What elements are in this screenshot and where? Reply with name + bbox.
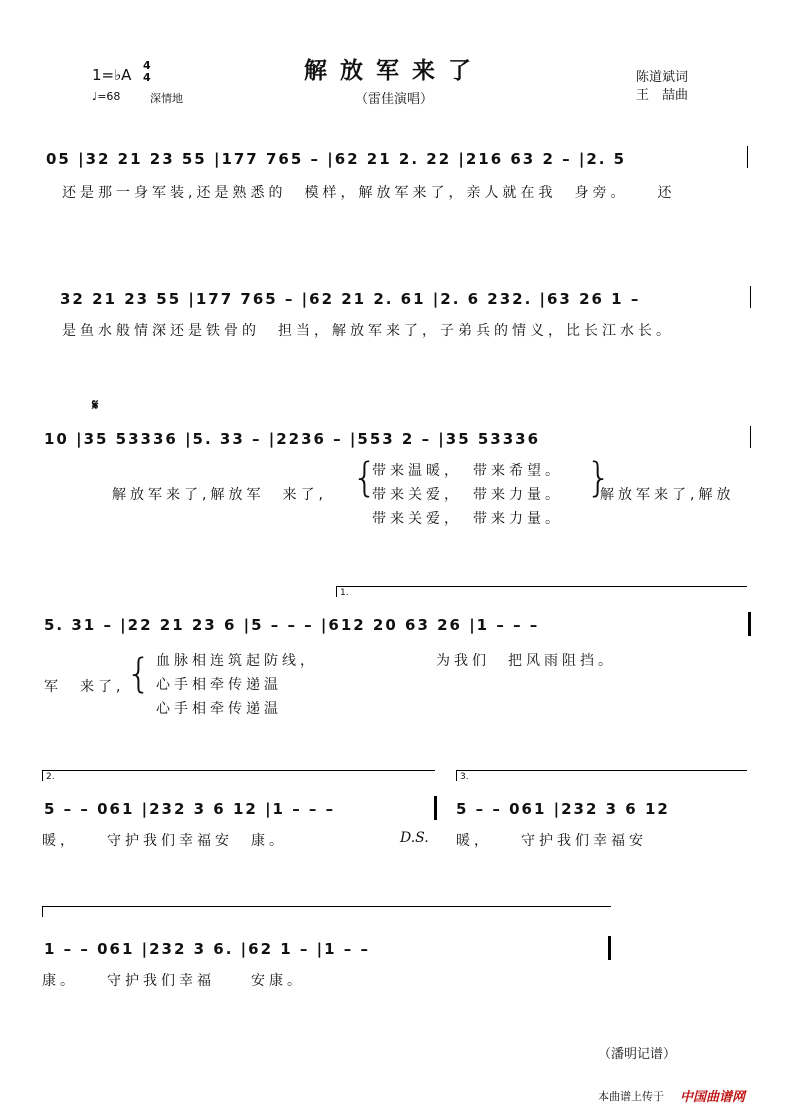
system-1-lyrics: 还是那一身军装,还是熟悉的 模样，解放军来了，亲人就在我 身旁。 还: [62, 185, 676, 201]
verse-1-line: 带来温暖， 带来希望。: [372, 463, 563, 479]
system-6-notes: 1 – – 061 |232 3 6. |62 1 – |1 – –: [44, 940, 370, 958]
system-3-notes: 10 |35 53336 |5. 33 – |2236 – |553 2 – |35 53336: [44, 430, 541, 448]
lyricist-credit: 陈道斌词: [636, 70, 689, 85]
volta-1: 1.: [336, 586, 747, 597]
system-6-lyrics: 康。 守护我们幸福 安康。: [42, 973, 305, 989]
upload-text: 本曲谱上传于: [598, 1090, 664, 1103]
time-signature: [143, 60, 151, 84]
verse-2-line: 心手相牵传递温: [156, 677, 282, 693]
repeat-barline: [748, 612, 751, 636]
composer-credit: 王 喆曲: [636, 88, 689, 103]
song-title: 解放军来了: [304, 57, 484, 84]
song-subtitle: （雷佳演唱）: [354, 92, 433, 107]
volta-2: 2.: [42, 770, 435, 781]
verse-2-line: 带来关爱， 带来力量。: [372, 487, 563, 503]
system-5b-lyrics: 暖， 守护我们幸福安: [456, 833, 647, 849]
barline: [750, 426, 751, 448]
expression-mark: 深情地: [150, 92, 183, 105]
volta-3-continued: [42, 906, 611, 917]
verse-1-line: 血脉相连筑起防线，: [156, 653, 318, 669]
system-2-notes: 32 21 23 55 |177 765 – |62 21 2. 61 |2. 6 232. |63 26 1 –: [60, 290, 641, 308]
system-5b-notes: 5 – – 061 |232 3 6 12: [456, 800, 670, 818]
verse-brace-close: }: [586, 455, 612, 501]
verse-brace: {: [126, 651, 152, 697]
final-barline: [434, 796, 437, 820]
transcriber-credit: （潘明记谱）: [598, 1047, 677, 1062]
verse-3-line: 心手相牵传递温: [156, 701, 282, 717]
barline: [747, 146, 748, 168]
system-5a-lyrics: 暖， 守护我们幸福安 康。: [42, 833, 287, 849]
system-5a-notes: 5 – – 061 |232 3 6 12 |1 – – –: [44, 800, 336, 818]
segno-sign: 𝄋: [92, 396, 99, 414]
verse-brace: {: [352, 455, 378, 501]
meter-top: 4: [143, 59, 151, 72]
system-3-lyrics-lead: 解放军来了,解放军 来了,: [112, 487, 327, 503]
meter-bottom: 4: [143, 71, 151, 84]
final-barline: [608, 936, 611, 960]
volta-3: 3.: [456, 770, 747, 781]
barline: [750, 286, 751, 308]
system-1-notes: 05 |32 21 23 55 |177 765 – |62 21 2. 22 |216 63 2 – |2. 5: [46, 150, 627, 168]
verse-3-line: 带来关爱， 带来力量。: [372, 511, 563, 527]
dal-segno-mark: D.S.: [400, 830, 429, 846]
system-4-lyrics-tail: 为我们 把风雨阻挡。: [436, 653, 616, 669]
system-3-lyrics-tail: 解放军来了,解放: [600, 487, 735, 503]
site-logo[interactable]: 中国曲谱网: [680, 1090, 746, 1105]
system-4-lyrics-lead: 军 来了,: [44, 679, 125, 695]
key-signature: 1=♭A: [92, 66, 132, 84]
system-2-lyrics: 是鱼水般情深还是铁骨的 担当，解放军来了，子弟兵的情义，比长江水长。: [62, 323, 674, 339]
tempo-mark: ♩=68: [92, 90, 121, 103]
system-4-notes: 5. 31 – |22 21 23 6 |5 – – – |612 20 63 26 |1 – – –: [44, 616, 540, 634]
